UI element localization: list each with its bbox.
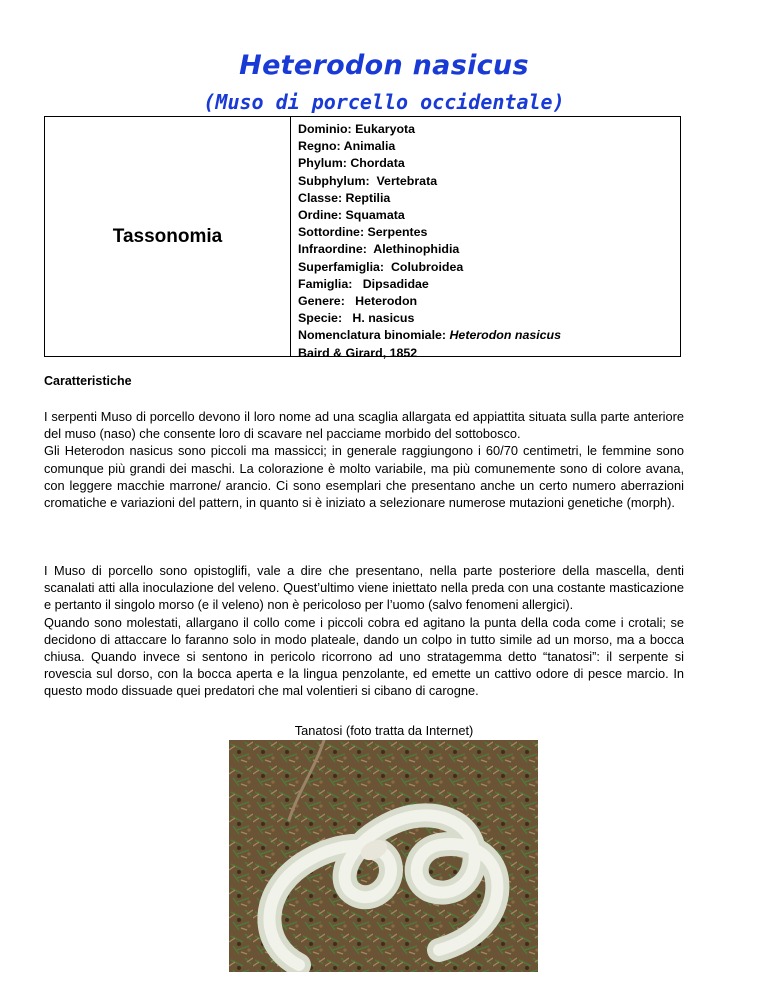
taxonomy-row: Infraordine: Alethinophidia <box>298 242 460 257</box>
paragraph: Quando sono molestati, allargano il collo come i piccoli cobra ed agitano la punta della coda come i crotali; se decidono di attaccare lo faranno solo in modo plateale, dando un colpo in tutto simile ad un morso, ma a bocca chiusa. Quando invece si sentono in pericolo ricorrono ad uno stratagemma detto “tanatosi”: il serpente si rovescia sul dorso, con la bocca aperta e la lingua penzolante, ed emette un cattivo odore di pesce marcio. In questo modo dissuade quei predatori che mal volentieri si cibano di carogne. <box>44 614 684 699</box>
section-title: Caratteristiche <box>44 374 132 388</box>
paragraph-block-1 <box>44 408 684 511</box>
taxonomy-row: Nomenclatura binomiale: Heterodon nasicus <box>298 328 562 343</box>
photo-caption: Tanatosi (foto tratta da Internet) <box>294 723 474 738</box>
taxonomy-row: Dominio: Eukaryota <box>298 122 416 136</box>
paragraph: I serpenti Muso di porcello devono il loro nome ad una scaglia allargata ed appiattita situata sulla parte anteriore del muso (naso) che consente loro di scavare nel pacciame morbido del sottobosco. <box>44 409 684 442</box>
taxonomy-row: Superfamiglia: Colubroidea <box>298 259 464 274</box>
taxonomy-row: Regno: Animalia <box>298 139 396 154</box>
paragraph: Gli Heterodon nasicus sono piccoli ma massicci; in generale raggiungono i 60/70 centimetri, le femmine sono comunque più grandi dei maschi. La colorazione è molto variabile, ma più comunemente sono di colore avana, con leggere macchie marrone/ arancio. Ci sono esemplari che presentano anche un certo numero aberrazioni cromatiche e variazioni del pattern, in quanto si è iniziato a selezionare numerose mutazioni genetiche (morph). <box>44 443 684 511</box>
snake-photo <box>229 740 538 972</box>
taxonomy-heading: Tassonomia <box>112 225 223 247</box>
taxonomy-heading-cell <box>45 117 291 356</box>
taxonomy-row: Sottordine: Serpentes <box>298 225 428 240</box>
taxonomy-row: Genere: Heterodon <box>298 294 418 309</box>
taxonomy-list <box>291 117 562 360</box>
taxonomy-row: Famiglia: Dipsadidae <box>298 276 429 291</box>
taxonomy-row: Baird & Girard, 1852 <box>298 345 418 360</box>
taxonomy-table <box>44 116 681 360</box>
document-subtitle: (Muso di porcello occidentale) <box>203 90 565 114</box>
taxonomy-row: Specie: H. nasicus <box>298 311 415 326</box>
taxonomy-row: Classe: Reptilia <box>298 190 391 205</box>
paragraph: I Muso di porcello sono opistoglifi, vale a dire che presentano, nella parte posteriore della mascella, denti scanalati atti alla inoculazione del veleno. Quest’ultimo viene iniettato nella preda con una costante masticazione e pertanto il singolo morso (e il veleno) non è pericoloso per l’uomo (salvo fenomeni allergici). <box>44 563 684 613</box>
taxonomy-row: Ordine: Squamata <box>298 208 405 223</box>
taxonomy-row: Subphylum: Vertebrata <box>298 173 438 188</box>
document-title: Heterodon nasicus <box>239 50 529 81</box>
taxonomy-row: Phylum: Chordata <box>298 156 405 171</box>
paragraph-block-2 <box>44 562 684 700</box>
